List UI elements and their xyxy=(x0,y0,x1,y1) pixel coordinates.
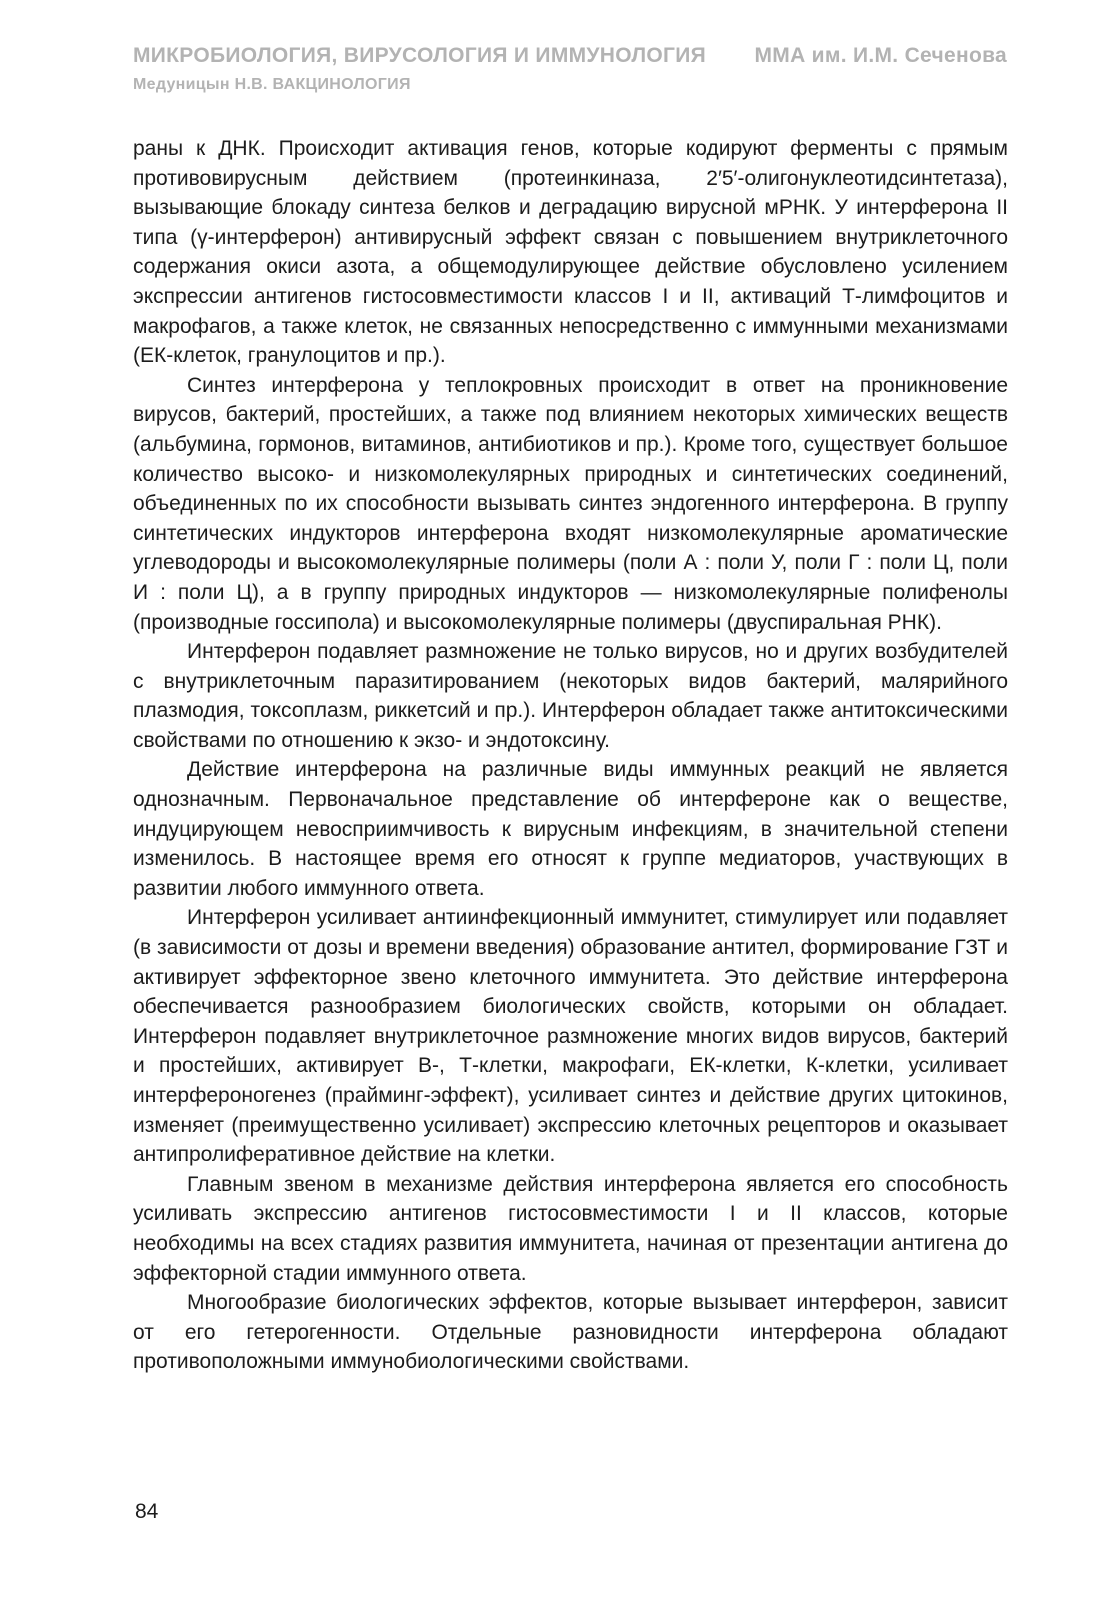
paragraph: Главным звеном в механизме действия интерферона является его способность усиливать экспрессию антигенов гистосовместимости I и II классов, которые необходимы на всех стадиях развития иммунитета, начиная от презентации антигена до эффекторной стадии иммунного ответа. xyxy=(133,1172,1008,1285)
author-title: Медуницын Н.В. ВАКЦИНОЛОГИЯ xyxy=(133,76,411,93)
paragraph-continuation: раны к ДНК. Происходит активация генов, которые кодируют ферменты с прямым противовирусным действием (протеинкиназа, 2′5′-олигонуклеотидсинтетаза), вызывающие блокаду синтеза белков и деградацию вирусной мРНК. У интерферона II типа (γ-интерферон) антивирусный эффект связан с повышением внутриклеточного содержания окиси азота, а общемодулирующее действие обусловлено усилением экспрессии антигенов гистосовместимости классов I и II, активаций Т-лимфоцитов и макрофагов, а также клеток, не связанных непосредственно с иммунными механизмами (ЕК-клеток, гранулоцитов и пр.). xyxy=(133,137,1008,368)
page-number: 84 xyxy=(135,1500,159,1523)
paragraph: Действие интерферона на различные виды иммунных реакций не является однозначным. Первоначальное представление об интерфероне как о веществе, индуцирующем невосприимчивость к вирусным инфекциям, в значительной степени изменилось. В настоящее время его относят к группе медиаторов, участвующих в развитии любого иммунного ответа. xyxy=(133,758,1008,900)
body-text xyxy=(133,134,1008,1377)
paragraph: Синтез интерферона у теплокровных происходит в ответ на проникновение вирусов, бактерий, простейших, а также под влиянием некоторых химических веществ (альбумина, гормонов, витаминов, антибиотиков и пр.). Кроме того, существует большое количество высоко- и низкомолекулярных природных и синтетических соединений, объединенных по их способности вызывать синтез эндогенного интерферона. В группу синтетических индукторов интерферона входят низкомолекулярные ароматические углеводороды и высокомолекулярные полимеры (поли А : поли У, поли Г : поли Ц, поли И : поли Ц), а в группу природных индукторов — низкомолекулярные полифенолы (производные госсипола) и высокомолекулярные полимеры (двуспиральная РНК). xyxy=(133,373,1008,634)
paragraph: Многообразие биологических эффектов, которые вызывает интерферон, зависит от его гетерогенности. Отдельные разновидности интерферона обладают противоположными иммунобиологическими свойствами. xyxy=(133,1291,1008,1374)
running-header xyxy=(133,44,1007,94)
paragraph: Интерферон подавляет размножение не только вирусов, но и других возбудителей с внутриклеточным паразитированием (некоторых видов бактерий, малярийного плазмодия, токсоплазм, риккетсий и пр.). Интерферон обладает также антитоксическими свойствами по отношению к экзо- и эндотоксину. xyxy=(133,640,1008,752)
institution-name: ММА им. И.М. Сеченова xyxy=(754,44,1007,67)
paragraph: Интерферон усиливает антиинфекционный иммунитет, стимулирует или подавляет (в зависимости от дозы и времени введения) образование антител, формирование ГЗТ и активирует эффекторное звено клеточного иммунитета. Это действие интерферона обеспечивается разнообразием биологических свойств, которыми он обладает. Интерферон подавляет внутриклеточное размножение многих видов вирусов, бактерий и простейших, активирует В-, Т-клетки, макрофаги, ЕК-клетки, К-клетки, усиливает интерфероногенез (прайминг-эффект), усиливает синтез и действие других цитокинов, изменяет (преимущественно усиливает) экспрессию клеточных рецепторов и оказывает антипролиферативное действие на клетки. xyxy=(133,906,1008,1167)
header-row xyxy=(133,44,1007,68)
course-title: МИКРОБИОЛОГИЯ, ВИРУСОЛОГИЯ И ИММУНОЛОГИЯ xyxy=(133,44,707,67)
